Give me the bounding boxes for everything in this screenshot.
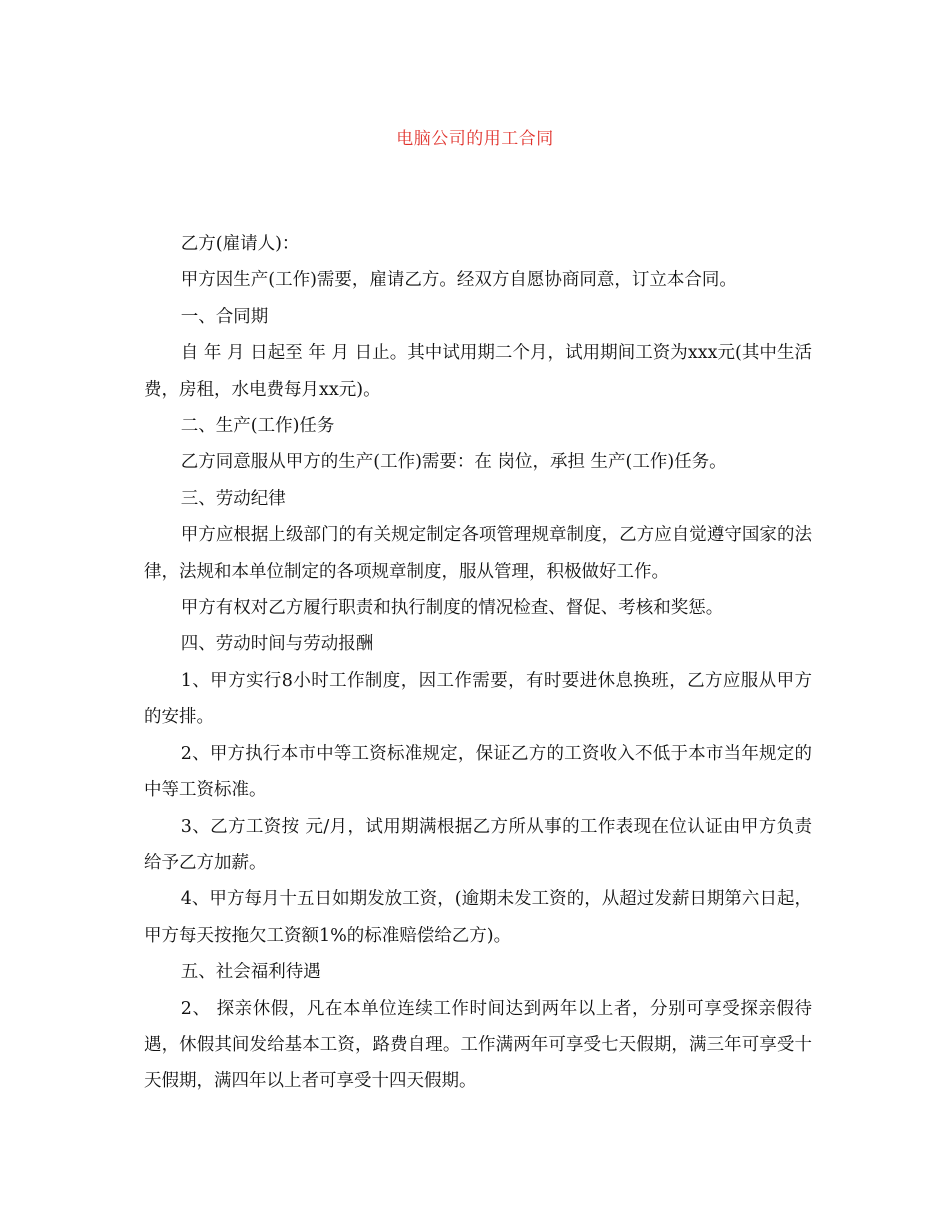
welfare-item-2: 2、 探亲休假，凡在本单位连续工作时间达到两年以上者，分别可享受探亲假待遇，休假其间发给基本工资，路费自理。工作满两年可享受七天假期，满三年可享受十天假期，满四年以上者可享受十四天假期。	[144, 998, 812, 1092]
section-heading-welfare: 五、社会福利待遇	[180, 962, 321, 983]
section-heading-labor-discipline: 三、劳动纪律	[180, 488, 286, 509]
document-title: 电脑公司的用工合同	[396, 129, 554, 149]
labor-discipline-paragraph-2: 甲方有权对乙方履行职责和执行制度的情况检查、督促、考核和奖惩。	[180, 598, 724, 619]
work-hours-item-4: 4、甲方每月十五日如期发放工资，(逾期未发工资的，从超过发薪日期第六日起，甲方每天按拖欠工资额1%的标准赔偿给乙方)。	[144, 889, 812, 946]
intro-paragraph: 甲方因生产(工作)需要，雇请乙方。经双方自愿协商同意，订立本合同。	[180, 270, 737, 291]
document-body	[144, 226, 812, 1100]
work-hours-item-3: 3、乙方工资按 元/月，试用期满根据乙方所从事的工作表现在位认证由甲方负责给予乙方加薪。	[144, 816, 812, 873]
section-heading-contract-period: 一、合同期	[180, 306, 269, 327]
labor-discipline-paragraph-1: 甲方应根据上级部门的有关规定制定各项管理规章制度，乙方应自觉遵守国家的法律，法规和本单位制定的各项规章制度，服从管理，积极做好工作。	[144, 525, 812, 582]
section-heading-work-task: 二、生产(工作)任务	[180, 416, 335, 437]
work-hours-item-1: 1、甲方实行8小时工作制度，因工作需要，有时要进休息换班，乙方应服从甲方的安排。	[144, 670, 812, 728]
section-heading-work-hours-pay: 四、劳动时间与劳动报酬	[180, 634, 374, 655]
work-hours-item-2: 2、甲方执行本市中等工资标准规定，保证乙方的工资收入不低于本市当年规定的中等工资标准。	[144, 743, 812, 801]
contract-period-paragraph: 自 年 月 日起至 年 月 日止。其中试用期二个月，试用期间工资为xxx元(其中生活费，房租，水电费每月xx元)。	[144, 343, 812, 400]
party-b-line: 乙方(雇请人)：	[180, 234, 300, 254]
work-task-paragraph: 乙方同意服从甲方的生产(工作)需要：在 岗位，承担 生产(工作)任务。	[180, 452, 727, 473]
